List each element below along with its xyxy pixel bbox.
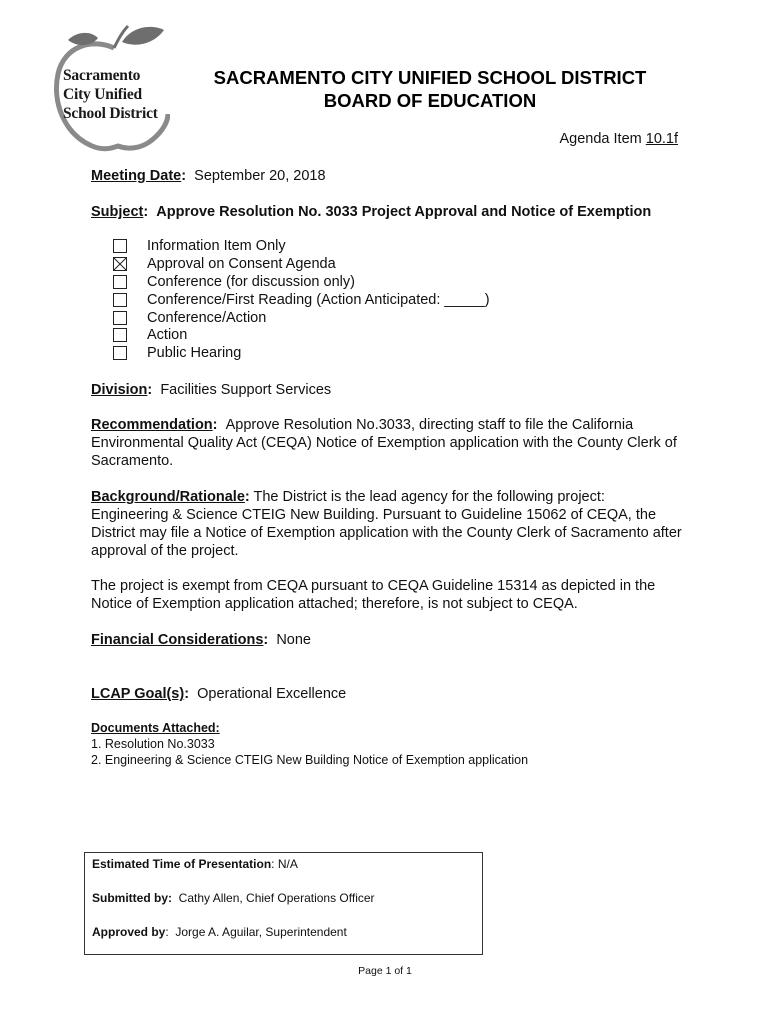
option-label: Information Item Only (147, 238, 286, 254)
title-line-1: SACRAMENTO CITY UNIFIED SCHOOL DISTRICT (213, 67, 647, 88)
agenda-item (559, 131, 678, 147)
option-label: Public Hearing (147, 345, 242, 362)
document-item: 1. Resolution No.3033 (91, 737, 215, 751)
title-line-2: BOARD OF EDUCATION (323, 90, 537, 111)
logo-text (63, 66, 158, 123)
estimated-time-label: Estimated Time of Presentation (92, 857, 272, 871)
financial-considerations: Financial Considerations: None (91, 632, 311, 648)
financial-value: None (276, 632, 311, 648)
checkbox-checked[interactable] (113, 257, 127, 271)
background-rationale: Background/Rationale: The District is the lead agency for the following project: Engineering & Science CTEIG New Building. Pursuant to Guideline 15062 of CEQA, the District may file a Notice of Exemption application with the County Clerk of Sacramento after approval of the project. (91, 489, 682, 559)
meeting-date-label: Meeting Date (91, 168, 182, 184)
document-item: 2. Engineering & Science CTEIG New Building Notice of Exemption application (91, 753, 529, 767)
checkbox[interactable] (113, 311, 127, 325)
subject-value: Approve Resolution No. 3033 Project Approval and Notice of Exemption (156, 204, 652, 220)
documents-attached (91, 720, 686, 768)
logo-line-1: Sacramento (63, 67, 141, 84)
recommendation-label: Recommendation (91, 417, 213, 433)
checkbox[interactable] (113, 346, 127, 360)
division-label: Division (91, 382, 148, 398)
approved-by: Approved by: Jorge A. Aguilar, Superintendent (92, 925, 347, 939)
background-label: Background/Rationale (91, 489, 245, 505)
option-label: Approval on Consent Agenda (147, 255, 336, 272)
division-value: Facilities Support Services (160, 382, 332, 398)
exemption-paragraph: The project is exempt from CEQA pursuant to CEQA Guideline 15314 as depicted in the Notice of Exemption application attached; therefore, is not subject to CEQA. (91, 578, 656, 612)
division: Division: Facilities Support Services (91, 382, 332, 398)
submitted-by (92, 891, 375, 905)
logo-line-3: School District (63, 105, 158, 122)
estimated-time: Estimated Time of Presentation: N/A (92, 857, 298, 871)
approved-by-label: Approved by (92, 925, 166, 939)
estimated-time-value: N/A (277, 857, 298, 871)
x-mark-icon (114, 258, 126, 270)
subject-label: Subject (91, 204, 144, 220)
meeting-date-value: September 20, 2018 (194, 168, 326, 184)
lcap-value: Operational Excellence (197, 686, 347, 702)
option-label: Action (147, 327, 188, 344)
submitted-by-label: Submitted by: (92, 891, 172, 905)
option-label: Conference/First Reading (Action Anticipated: _____) (147, 291, 490, 308)
checkbox[interactable] (113, 239, 127, 253)
approved-by-value: Jorge A. Aguilar, Superintendent (175, 925, 347, 939)
documents-label: Documents Attached: (91, 721, 220, 735)
page-number: Page 1 of 1 (358, 965, 412, 977)
lcap-goals: LCAP Goal(s): Operational Excellence (91, 686, 347, 702)
recommendation-text: Approve Resolution No.3033, directing staff to file the California Environmental Quality Act (CEQA) Notice of Exemption application with the County Clerk of Sacramento. (91, 417, 677, 469)
presentation-info-box (84, 852, 483, 955)
subject: Subject: Approve Resolution No. 3033 Project Approval and Notice of Exemption (91, 204, 652, 220)
submitted-by-value: Cathy Allen, Chief Operations Officer (178, 891, 375, 905)
background-text: The District is the lead agency for the following project: Engineering & Science CTEIG New Building. Pursuant to Guideline 15062 of CEQA, the District may file a Notice of Exemption application with the County Clerk of Sacramento after approval of the project. (91, 489, 682, 559)
agenda-label: Agenda Item (559, 131, 642, 147)
recommendation: Recommendation: Approve Resolution No.3033, directing staff to file the California Environmental Quality Act (CEQA) Notice of Exemption application with the County Clerk of Sacramento. (91, 417, 677, 469)
option-label: Conference (for discussion only) (147, 273, 355, 290)
meeting-date: Meeting Date: September 20, 2018 (91, 168, 326, 184)
checkbox[interactable] (113, 293, 127, 307)
logo-line-2: City Unified (63, 86, 142, 103)
page-title (160, 66, 700, 112)
lcap-label: LCAP Goal(s) (91, 686, 185, 702)
financial-label: Financial Considerations (91, 632, 264, 648)
checkbox[interactable] (113, 275, 127, 289)
agenda-number: 10.1f (645, 131, 678, 147)
option-label: Conference/Action (147, 309, 267, 326)
checkbox[interactable] (113, 328, 127, 342)
